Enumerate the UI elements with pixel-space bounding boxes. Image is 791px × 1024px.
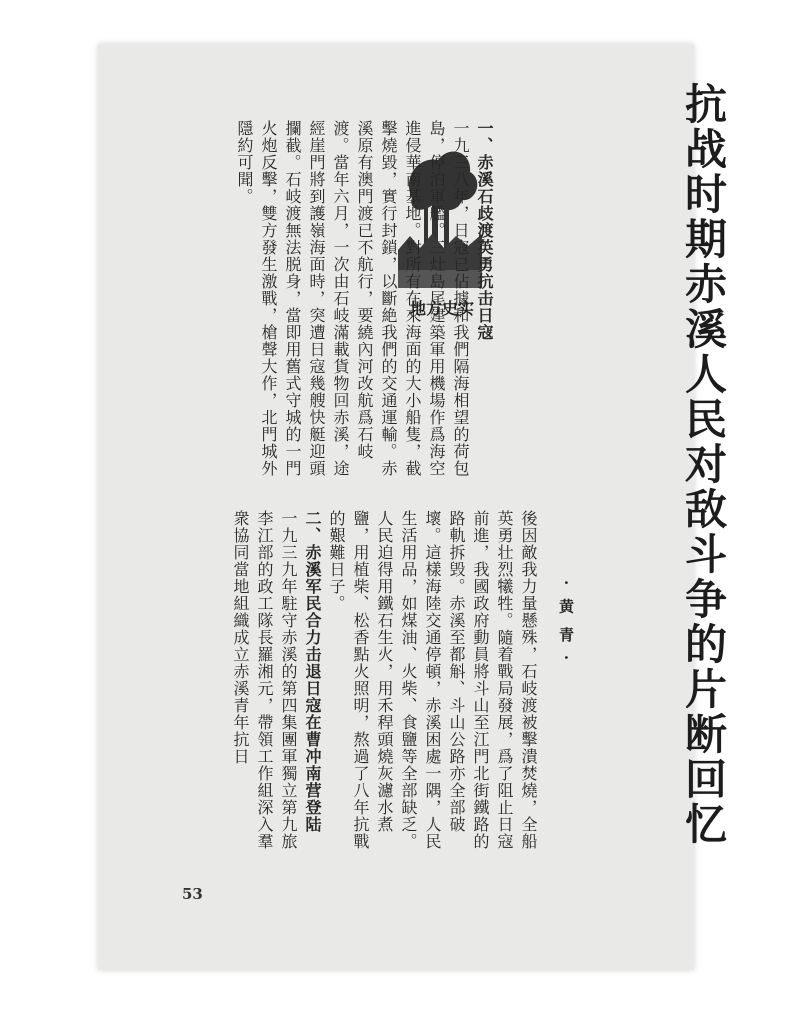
page-number: 53 <box>182 885 203 903</box>
page-title: 抗战时期赤溪人民对敌斗争的片断回忆 <box>679 82 728 847</box>
section2-paragraph: 一九三九年駐守赤溪的第四集團軍獨立第九旅李江部的政工隊長羅湘元，帶領工作組深入羣衆協同當地組織成立赤溪青年抗日 <box>231 510 298 850</box>
author-byline: · 黄 青 · <box>557 580 575 665</box>
article-body-top <box>196 120 496 490</box>
section2-heading: 二、赤溪军民合力击退日寇在曹冲南营登陆 <box>303 510 322 833</box>
article-body-bottom <box>200 510 540 865</box>
emblem-label: 地方史实 <box>409 299 474 318</box>
section1-continuation: 後因敵我力量懸殊，石岐渡被擊潰焚燒，全船英勇壮烈犧牲。隨着戰局發展，爲了阻止日寇前進，我國政府動員將斗山至江門北街鐵路的路軌拆毁。赤溪至都斛、斗山公路亦全部破壞。這樣海陸交通停頓，赤溪困處一隅，人民生活用品，如煤油、火柴、食鹽等全部缺乏。人民迫得用鐵石生火，用禾稈頭燒灰濾水煮鹽，用植柴、松香點火照明，熬過了八年抗戰的艱難日子。 <box>327 510 538 850</box>
section1-paragraph: 一九三八年，日寇已佔據和我們隔海相望的荷包島，停泊軍艦。三灶島尾建築軍用機場作爲海空進侵華南基地。對所有在來海面的大小船隻，截擊燒毀，實行封鎖，以斷絶我們的交通運輸。赤溪原有澳門渡已不航行，要繞內河改航爲石岐渡。當年六月，一次由石岐滿載貨物回赤溪，途經崖門將到護嶺海面時，突遭日寇幾艘快艇迎頭攔截。石岐渡無法脱身，當即用舊式守城的一門火炮反擊，雙方發生激戰，槍聲大作，北門城外隱約可聞。 <box>235 120 470 477</box>
section1-heading: 一、赤溪石歧渡英勇抗击日寇 <box>475 120 494 341</box>
